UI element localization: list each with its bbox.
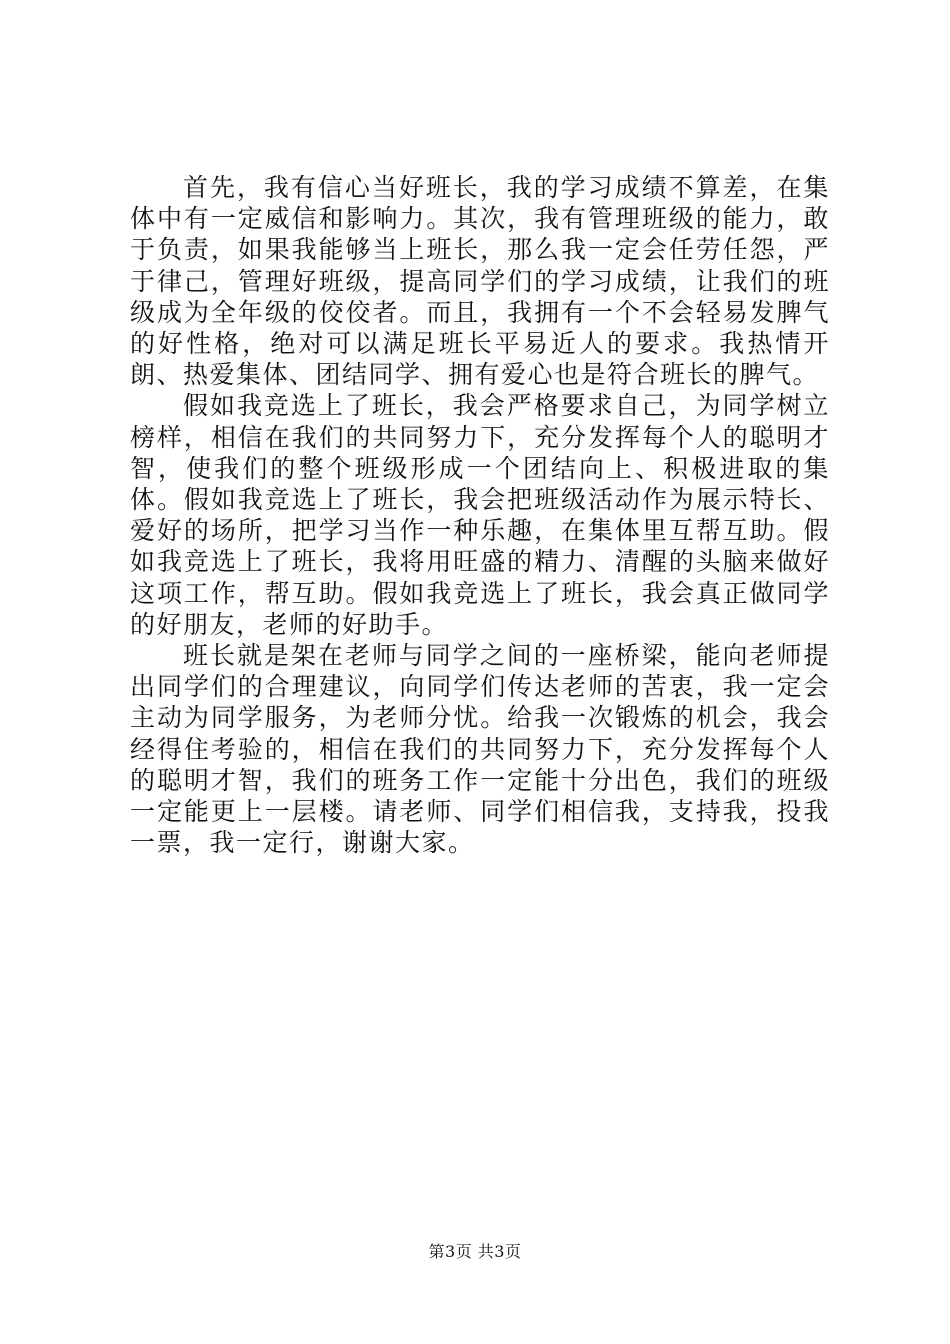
- paragraph-3: 班长就是架在老师与同学之间的一座桥梁，能向老师提出同学们的合理建议，向同学们传达老师的苦衷，我一定会主动为同学服务，为老师分忧。给我一次锻炼的机会，我会经得住考验的，相信在我们的共同努力下，充分发挥每个人的聪明才智，我们的班务工作一定能十分出色，我们的班级一定能更上一层楼。请老师、同学们相信我，支持我，投我一票，我一定行，谢谢大家。: [130, 641, 830, 858]
- document-body: [130, 172, 830, 858]
- paragraph-2: 假如我竞选上了班长，我会严格要求自己，为同学树立榜样，相信在我们的共同努力下，充分发挥每个人的聪明才智，使我们的整个班级形成一个团结向上、积极进取的集体。假如我竞选上了班长，我会把班级活动作为展示特长、爱好的场所，把学习当作一种乐趣，在集体里互帮互助。假如我竞选上了班长，我将用旺盛的精力、清醒的头脑来做好这项工作，帮互助。假如我竞选上了班长，我会真正做同学的好朋友，老师的好助手。: [130, 391, 830, 639]
- paragraph-1: 首先，我有信心当好班长，我的学习成绩不算差，在集体中有一定威信和影响力。其次，我有管理班级的能力，敢于负责，如果我能够当上班长，那么我一定会任劳任怨，严于律己，管理好班级，提高同学们的学习成绩，让我们的班级成为全年级的佼佼者。而且，我拥有一个不会轻易发脾气的好性格，绝对可以满足班长平易近人的要求。我热情开朗、热爱集体、团结同学、拥有爱心也是符合班长的脾气。: [130, 173, 830, 390]
- page-number-footer: 第3页 共3页: [428, 1242, 522, 1261]
